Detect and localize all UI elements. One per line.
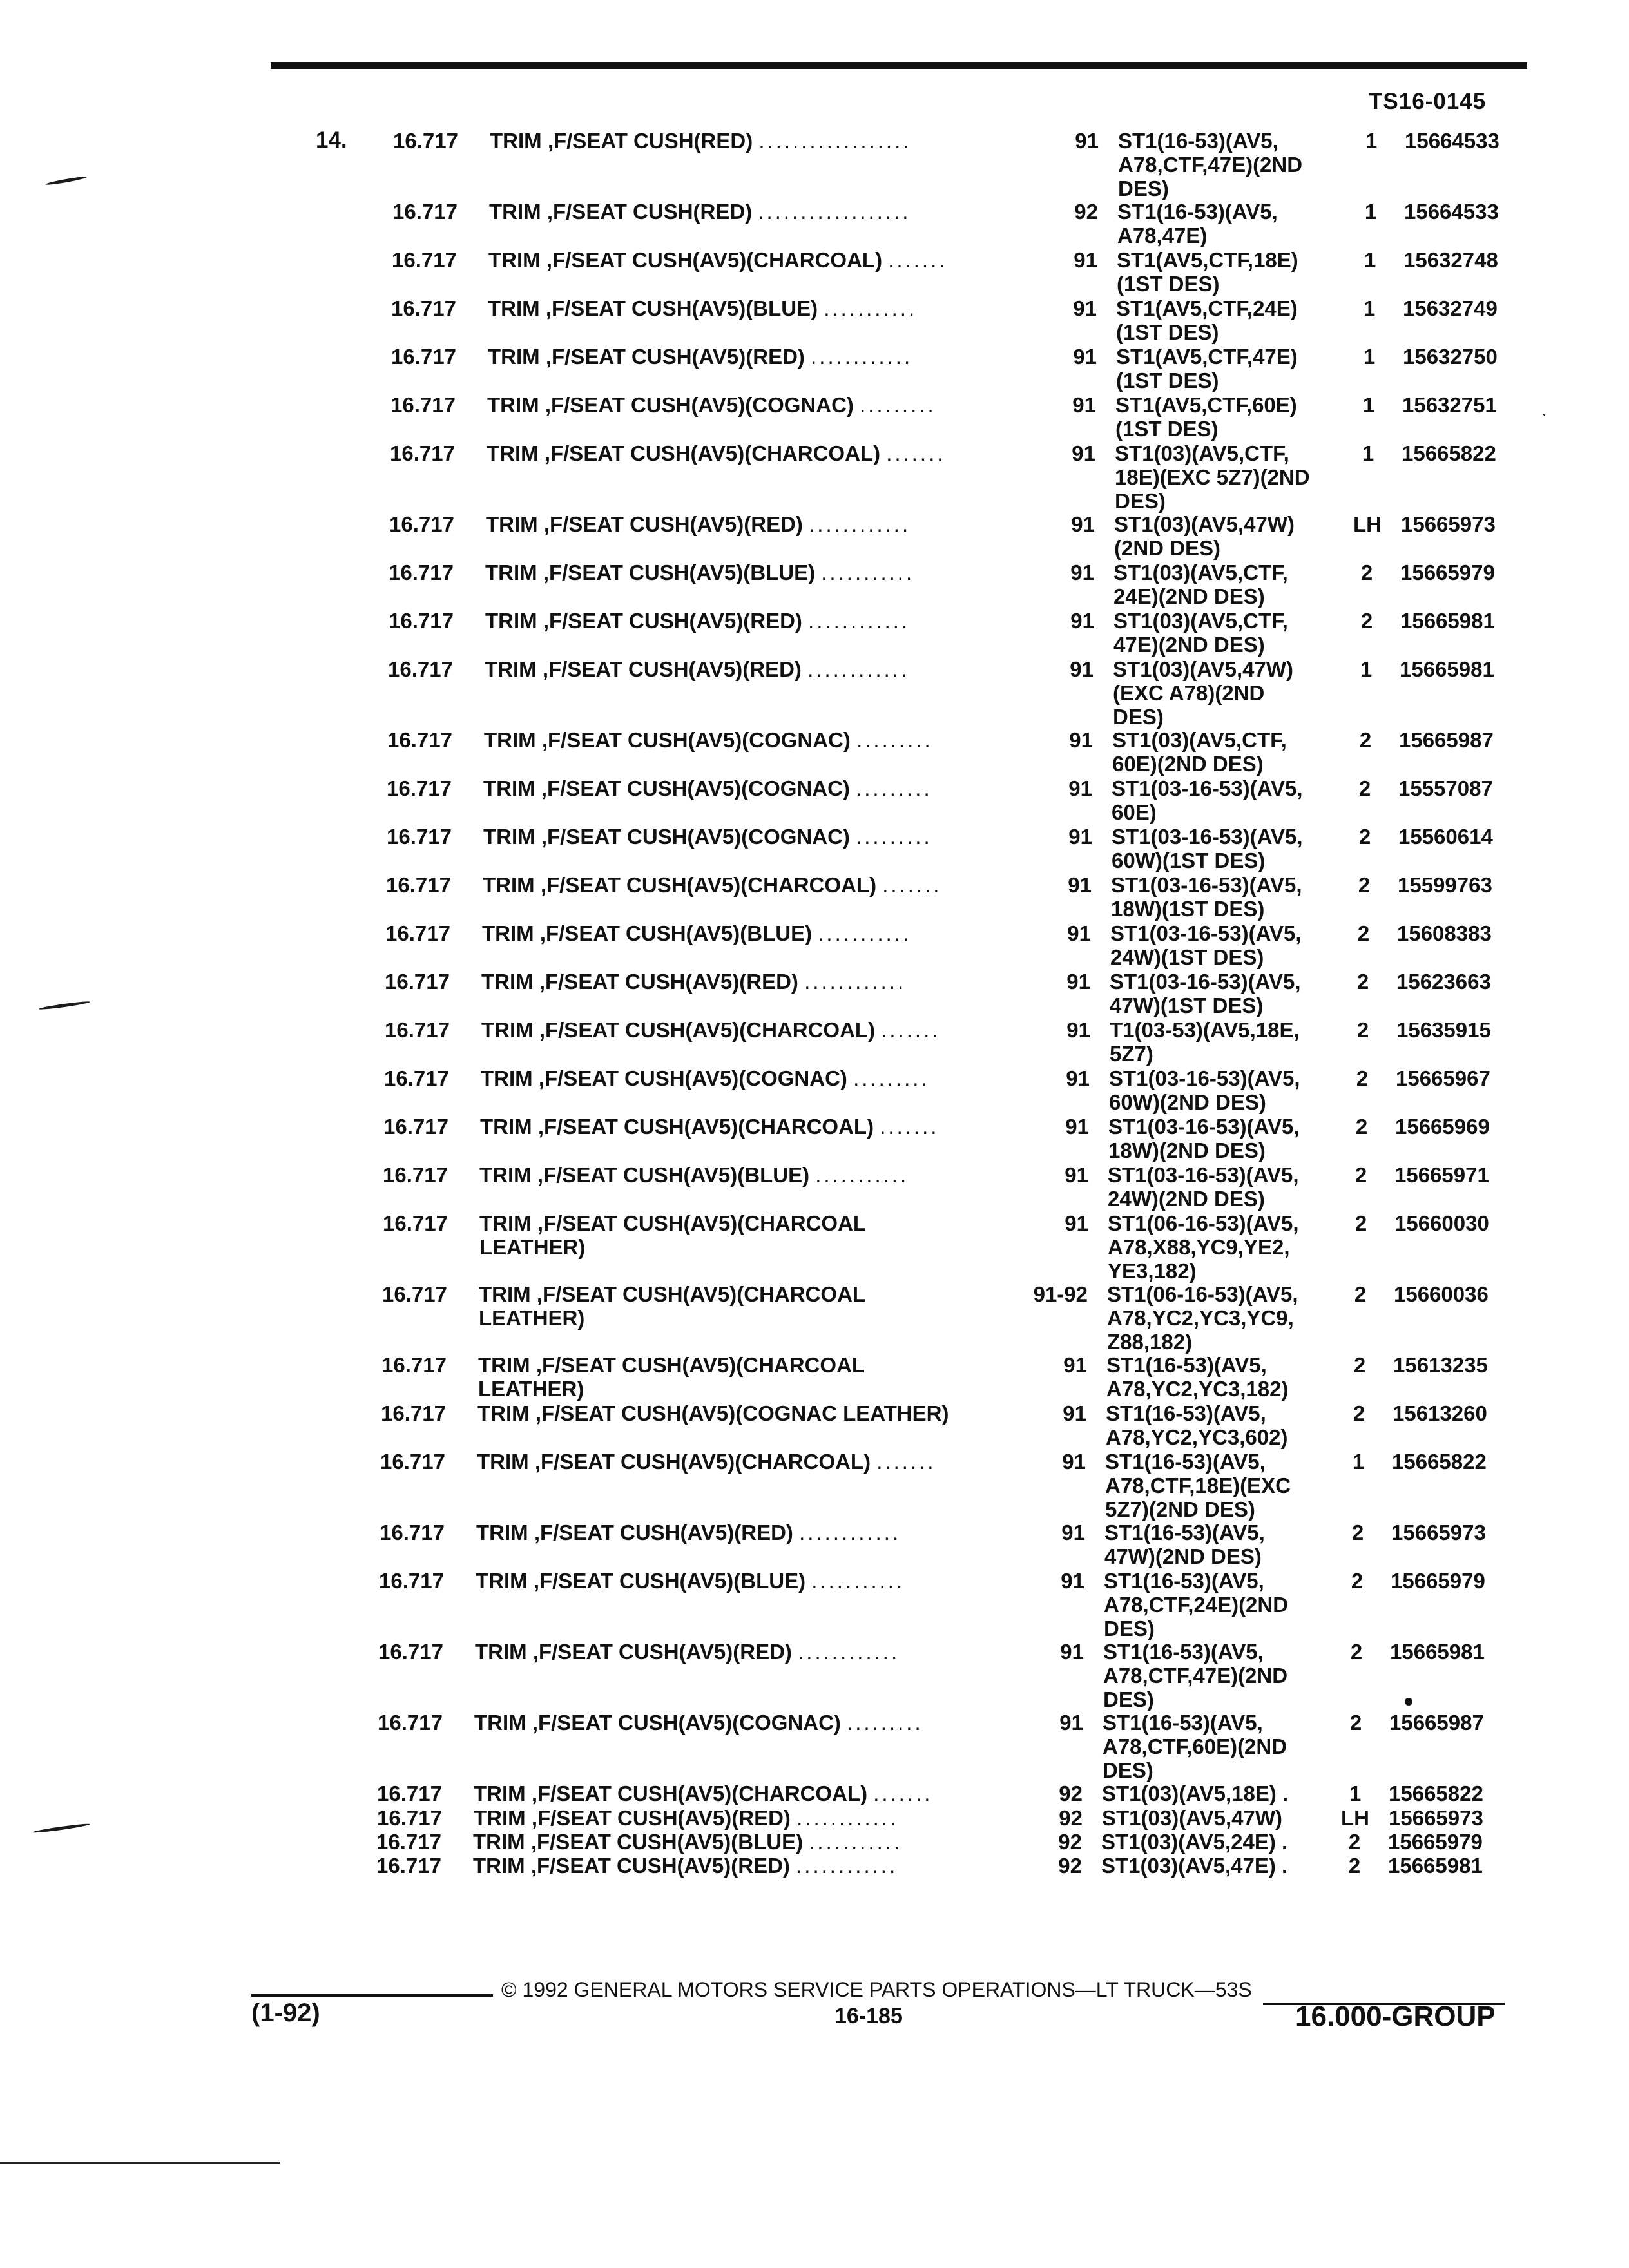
part-description — [480, 1115, 1073, 1139]
application-code: ST1(06-16-53)(AV5, A78,YC2,YC3,YC9, Z88,182) — [1107, 1282, 1298, 1354]
copyright-notice: © 1992 GENERAL MOTORS SERVICE PARTS OPERATIONS—LT TRUCK—53S — [501, 1978, 1252, 2001]
description-text: TRIM ,F/SEAT CUSH(AV5)(RED) — [486, 512, 803, 536]
description-text: TRIM ,F/SEAT CUSH(AV5)(COGNAC) — [481, 1066, 847, 1090]
quantity: 2 — [1358, 825, 1371, 849]
quantity: 1 — [1363, 296, 1376, 320]
quantity: 1 — [1360, 657, 1373, 681]
leader-dots: ......... — [856, 728, 933, 752]
leader-dots: ........... — [818, 921, 912, 945]
part-description — [481, 1018, 1074, 1042]
part-description — [487, 441, 1079, 465]
part-number: 15613235 — [1393, 1353, 1488, 1377]
part-description — [475, 1640, 1068, 1664]
leader-dots: ............ — [796, 1854, 898, 1878]
part-description — [479, 1211, 1072, 1259]
description-text: TRIM ,F/SEAT CUSH(AV5)(CHARCOAL — [479, 1282, 866, 1306]
model-year: 91 — [1060, 1640, 1084, 1664]
quantity: LH — [1341, 1806, 1369, 1830]
group-code: 16.717 — [386, 873, 451, 897]
part-number: 15665967 — [1396, 1066, 1490, 1090]
model-year: 91 — [1070, 561, 1094, 584]
description-text: TRIM ,F/SEAT CUSH(AV5)(RED) — [474, 1806, 791, 1830]
group-code: 16.717 — [383, 1163, 448, 1187]
application-code: ST1(AV5,CTF,24E) (1ST DES) — [1116, 296, 1298, 344]
quantity: 2 — [1350, 1640, 1363, 1664]
model-year: 91 — [1068, 873, 1092, 897]
item-number: 14. — [316, 128, 347, 153]
description-text: TRIM ,F/SEAT CUSH(AV5)(BLUE) — [476, 1569, 806, 1593]
application-code: ST1(03-16-53)(AV5, 24W)(2ND DES) — [1108, 1163, 1299, 1211]
group-code: 16.717 — [393, 129, 458, 153]
quantity: 2 — [1353, 1353, 1366, 1377]
quantity: 2 — [1351, 1521, 1364, 1544]
application-code: ST1(03)(AV5,24E) . — [1101, 1830, 1288, 1854]
model-year: 91 — [1069, 728, 1093, 752]
leader-dots: ....... — [880, 1115, 940, 1139]
description-continuation: LEATHER) — [478, 1377, 584, 1401]
model-year: 91 — [1063, 1353, 1087, 1377]
quantity: 2 — [1356, 970, 1369, 994]
part-description — [483, 873, 1075, 897]
leader-dots: ....... — [876, 1450, 936, 1474]
model-year: 91 — [1061, 1569, 1084, 1593]
application-code: T1(03-53)(AV5,18E, 5Z7) — [1110, 1018, 1300, 1066]
description-text: TRIM ,F/SEAT CUSH(AV5)(COGNAC LEATHER) — [477, 1401, 949, 1425]
application-code: ST1(03)(AV5,47E) . — [1101, 1854, 1288, 1878]
application-code: ST1(03)(AV5,CTF, 18E)(EXC 5Z7)(2ND DES) — [1115, 441, 1310, 513]
group-code: 16.717 — [385, 1018, 450, 1042]
description-text: TRIM ,F/SEAT CUSH(AV5)(BLUE) — [482, 921, 813, 945]
leader-dots: ............ — [808, 609, 911, 633]
part-number: 15635915 — [1396, 1018, 1491, 1042]
part-number: 15665981 — [1390, 1640, 1485, 1664]
group-code: 16.717 — [381, 1353, 447, 1377]
model-year: 91 — [1066, 1018, 1090, 1042]
model-year: 91 — [1073, 296, 1097, 320]
quantity: 2 — [1358, 873, 1371, 897]
model-year: 91 — [1063, 1401, 1086, 1425]
footer-rule-left — [251, 1994, 493, 1997]
leader-dots: ......... — [853, 1066, 930, 1090]
model-year: 91 — [1068, 825, 1092, 849]
application-code: ST1(03-16-53)(AV5, 60W)(2ND DES) — [1109, 1066, 1300, 1114]
application-code: ST1(03)(AV5,CTF, 24E)(2ND DES) — [1113, 561, 1288, 608]
part-number: 15665981 — [1400, 609, 1495, 633]
part-number: 15632751 — [1402, 393, 1497, 417]
model-year: 91 — [1072, 393, 1096, 417]
model-year: 91 — [1061, 1521, 1085, 1544]
leader-dots: ......... — [856, 776, 932, 800]
quantity: 2 — [1348, 1854, 1361, 1878]
part-number: 15608383 — [1397, 921, 1492, 945]
leader-dots: ............ — [811, 345, 913, 369]
model-year: 91 — [1067, 921, 1091, 945]
model-year: 91 — [1070, 657, 1094, 681]
part-number: 15665822 — [1392, 1450, 1487, 1474]
description-text: TRIM ,F/SEAT CUSH(AV5)(RED) — [488, 345, 805, 369]
group-code: 16.717 — [390, 393, 456, 417]
leader-dots: ......... — [847, 1711, 923, 1735]
model-year: 91 — [1070, 609, 1094, 633]
description-text: TRIM ,F/SEAT CUSH(AV5)(BLUE) — [488, 296, 818, 320]
model-year: 91 — [1062, 1450, 1086, 1474]
part-description — [489, 200, 1082, 224]
application-code: ST1(03)(AV5,47W) (EXC A78)(2ND DES) — [1113, 657, 1293, 729]
model-year: 91 — [1074, 248, 1097, 272]
group-code: 16.717 — [379, 1569, 444, 1593]
model-year: 91 — [1065, 1115, 1089, 1139]
model-year: 91 — [1075, 129, 1099, 153]
leader-dots: ........... — [815, 1163, 909, 1187]
part-number: 15664533 — [1405, 129, 1499, 153]
model-year: 91 — [1065, 1163, 1088, 1187]
model-year: 91 — [1065, 1211, 1088, 1235]
description-text: TRIM ,F/SEAT CUSH(AV5)(RED) — [475, 1640, 792, 1664]
part-number: 15665979 — [1391, 1569, 1485, 1593]
leader-dots: ....... — [886, 441, 946, 465]
leader-dots: .................. — [758, 200, 911, 224]
quantity: 2 — [1359, 728, 1372, 752]
model-year: 92 — [1058, 1854, 1082, 1878]
group-code: 16.717 — [378, 1711, 443, 1735]
description-text: TRIM ,F/SEAT CUSH(AV5)(CHARCOAL) — [483, 873, 877, 897]
part-number: 15632748 — [1403, 248, 1498, 272]
application-code: ST1(16-53)(AV5, 47W)(2ND DES) — [1104, 1521, 1265, 1568]
application-code: ST1(03)(AV5,CTF, 47E)(2ND DES) — [1113, 609, 1288, 657]
part-description — [473, 1854, 1066, 1878]
part-number: 15623663 — [1396, 970, 1491, 994]
application-code: ST1(16-53)(AV5, A78,CTF,24E)(2ND DES) — [1104, 1569, 1289, 1640]
group-code: 16.717 — [387, 776, 452, 800]
group-code: 16.717 — [376, 1830, 441, 1854]
leader-dots: ............ — [799, 1521, 901, 1544]
part-number: 15665981 — [1400, 657, 1494, 681]
part-description — [481, 1066, 1074, 1090]
part-description — [485, 657, 1077, 681]
part-number: 15665969 — [1395, 1115, 1490, 1139]
application-code: ST1(03-16-53)(AV5, 24W)(1ST DES) — [1110, 921, 1302, 969]
part-description — [476, 1521, 1069, 1544]
quantity: 1 — [1349, 1782, 1362, 1805]
group-code: 16.717 — [388, 657, 453, 681]
group-code: 16.717 — [389, 561, 454, 584]
application-code: ST1(03-16-53)(AV5, 47W)(1ST DES) — [1110, 970, 1301, 1017]
group-code: 16.717 — [392, 200, 458, 224]
application-code: ST1(03)(AV5,CTF, 60E)(2ND DES) — [1112, 728, 1287, 776]
group-code: 16.717 — [390, 441, 455, 465]
description-text: TRIM ,F/SEAT CUSH(AV5)(RED) — [476, 1521, 793, 1544]
scan-speck: ⸼ — [1543, 400, 1547, 416]
application-code: ST1(16-53)(AV5, A78,CTF,18E)(EXC 5Z7)(2ND DES) — [1105, 1450, 1291, 1521]
group-code: 16.717 — [385, 921, 450, 945]
part-number: 15665973 — [1391, 1521, 1486, 1544]
description-text: TRIM ,F/SEAT CUSH(AV5)(CHARCOAL) — [481, 1018, 876, 1042]
model-year: 91 — [1066, 1066, 1090, 1090]
quantity: 2 — [1353, 1401, 1365, 1425]
quantity: 2 — [1356, 1018, 1369, 1042]
quantity: 1 — [1364, 200, 1377, 224]
group-code: 16.717 — [380, 1450, 445, 1474]
part-number: 15632749 — [1403, 296, 1498, 320]
part-description — [481, 970, 1074, 994]
quantity: 2 — [1360, 561, 1373, 584]
part-number: 15665973 — [1389, 1806, 1483, 1830]
leader-dots: ............ — [798, 1640, 900, 1664]
description-text: TRIM ,F/SEAT CUSH(AV5)(CHARCOAL) — [480, 1115, 874, 1139]
group-code: 16.717 — [383, 1211, 448, 1235]
description-text: TRIM ,F/SEAT CUSH(RED) — [489, 200, 753, 224]
part-description — [485, 609, 1078, 633]
model-year: 91 — [1071, 512, 1095, 536]
application-code: ST1(16-53)(AV5, A78,YC2,YC3,182) — [1106, 1353, 1289, 1401]
application-code: ST1(16-53)(AV5, A78,CTF,60E)(2ND DES) — [1103, 1711, 1287, 1782]
description-text: TRIM ,F/SEAT CUSH(AV5)(CHARCOAL) — [488, 248, 883, 272]
application-code: ST1(03-16-53)(AV5, 60E) — [1112, 776, 1303, 824]
leader-dots: ........... — [821, 561, 915, 584]
description-text: TRIM ,F/SEAT CUSH(AV5)(RED) — [481, 970, 798, 994]
leader-dots: ............ — [804, 970, 907, 994]
leader-dots: ........... — [809, 1830, 903, 1854]
quantity: 1 — [1352, 1450, 1365, 1474]
quantity: 1 — [1363, 345, 1376, 369]
description-text: TRIM ,F/SEAT CUSH(AV5)(COGNAC) — [483, 776, 850, 800]
part-number: 15664533 — [1404, 200, 1499, 224]
group-code: 16.717 — [391, 345, 456, 369]
page-number: 16-185 — [834, 2004, 903, 2028]
quantity: 2 — [1349, 1711, 1362, 1735]
part-description — [476, 1569, 1068, 1593]
model-year: 92 — [1059, 1782, 1083, 1805]
description-text: TRIM ,F/SEAT CUSH(AV5)(RED) — [473, 1854, 790, 1878]
part-number: 15660036 — [1394, 1282, 1489, 1306]
part-number: 15599763 — [1398, 873, 1492, 897]
leader-dots: ......... — [856, 825, 932, 849]
application-code: ST1(03)(AV5,47W) (2ND DES) — [1114, 512, 1295, 560]
group-code: 16.717 — [381, 1401, 446, 1425]
group-code: 16.717 — [387, 825, 452, 849]
bottom-rule — [0, 2162, 280, 2164]
description-text: TRIM ,F/SEAT CUSH(AV5)(COGNAC) — [483, 825, 850, 849]
group-code: 16.717 — [389, 609, 454, 633]
leader-dots: ....... — [882, 873, 942, 897]
quantity: 2 — [1360, 609, 1373, 633]
part-description — [478, 1353, 1071, 1401]
group-code: 16.717 — [385, 970, 450, 994]
application-code: ST1(03)(AV5,18E) . — [1102, 1782, 1289, 1805]
group-code: 16.717 — [382, 1282, 447, 1306]
part-number: 15660030 — [1394, 1211, 1489, 1235]
application-code: ST1(AV5,CTF,60E) (1ST DES) — [1115, 393, 1297, 441]
part-description — [483, 825, 1076, 849]
description-text: TRIM ,F/SEAT CUSH(RED) — [490, 129, 753, 153]
part-description — [474, 1782, 1066, 1805]
quantity: 2 — [1354, 1282, 1367, 1306]
model-year: 92 — [1058, 1830, 1082, 1854]
application-code: ST1(03-16-53)(AV5, 18W)(1ST DES) — [1111, 873, 1302, 921]
part-number: 15665822 — [1402, 441, 1496, 465]
leader-dots: ....... — [888, 248, 948, 272]
model-year: 91 — [1059, 1711, 1083, 1735]
part-number: 15665979 — [1400, 561, 1495, 584]
part-description — [488, 296, 1081, 320]
part-description — [479, 1163, 1072, 1187]
part-description — [477, 1450, 1070, 1474]
group-code: 16.717 — [389, 512, 454, 536]
part-description — [484, 728, 1077, 752]
application-code: ST1(03)(AV5,47W) — [1102, 1806, 1282, 1830]
quantity: 2 — [1354, 1211, 1367, 1235]
group-code: 16.717 — [383, 1115, 448, 1139]
group-code: 16.717 — [377, 1806, 442, 1830]
group-code: 16.717 — [378, 1640, 443, 1664]
part-description — [486, 512, 1079, 536]
description-text: TRIM ,F/SEAT CUSH(AV5)(BLUE) — [473, 1830, 804, 1854]
description-text: TRIM ,F/SEAT CUSH(AV5)(RED) — [485, 609, 802, 633]
application-code: ST1(16-53)(AV5, A78,47E) — [1117, 200, 1278, 247]
part-number: 15665822 — [1389, 1782, 1483, 1805]
quantity: 1 — [1364, 248, 1376, 272]
part-number: 15557087 — [1398, 776, 1493, 800]
leader-dots: ........... — [811, 1569, 905, 1593]
group-title: 16.000-GROUP — [1295, 2001, 1496, 2032]
group-code: 16.717 — [380, 1521, 445, 1544]
quantity: LH — [1353, 512, 1382, 536]
group-code: 16.717 — [391, 296, 456, 320]
application-code: ST1(03-16-53)(AV5, 18W)(2ND DES) — [1108, 1115, 1300, 1162]
model-year: 91 — [1066, 970, 1090, 994]
application-code: ST1(AV5,CTF,18E) (1ST DES) — [1117, 248, 1298, 296]
description-text: TRIM ,F/SEAT CUSH(AV5)(BLUE) — [479, 1163, 810, 1187]
part-number: 15560614 — [1398, 825, 1493, 849]
description-continuation: LEATHER) — [479, 1235, 586, 1259]
part-description — [477, 1401, 1070, 1425]
model-year: 91 — [1073, 345, 1097, 369]
leader-dots: ............ — [809, 512, 911, 536]
model-year: 91-92 — [1033, 1282, 1088, 1306]
application-code: ST1(03-16-53)(AV5, 60W)(1ST DES) — [1112, 825, 1303, 872]
leader-dots: ............ — [807, 657, 910, 681]
description-text: TRIM ,F/SEAT CUSH(AV5)(BLUE) — [485, 561, 816, 584]
description-text: TRIM ,F/SEAT CUSH(AV5)(COGNAC) — [484, 728, 851, 752]
footer-date: (1-92) — [251, 1999, 320, 2027]
quantity: 2 — [1356, 1066, 1369, 1090]
quantity: 1 — [1365, 129, 1378, 153]
part-description — [487, 393, 1080, 417]
part-number: 15665973 — [1401, 512, 1496, 536]
part-description — [488, 345, 1081, 369]
model-year: 91 — [1072, 441, 1095, 465]
description-text: TRIM ,F/SEAT CUSH(AV5)(CHARCOAL — [479, 1211, 867, 1235]
model-year: 92 — [1074, 200, 1098, 224]
description-continuation: LEATHER) — [479, 1306, 585, 1330]
quantity: 1 — [1362, 393, 1375, 417]
quantity: 2 — [1354, 1163, 1367, 1187]
part-description — [490, 129, 1083, 153]
group-code: 16.717 — [377, 1782, 442, 1805]
application-code: ST1(16-53)(AV5, A78,YC2,YC3,602) — [1106, 1401, 1288, 1449]
application-code: ST1(AV5,CTF,47E) (1ST DES) — [1116, 345, 1298, 392]
part-number: 15665971 — [1394, 1163, 1489, 1187]
group-code: 16.717 — [384, 1066, 449, 1090]
description-text: TRIM ,F/SEAT CUSH(AV5)(CHARCOAL — [478, 1353, 865, 1377]
leader-dots: ....... — [873, 1782, 933, 1805]
part-number: 15665987 — [1399, 728, 1494, 752]
quantity: 2 — [1357, 921, 1370, 945]
description-text: TRIM ,F/SEAT CUSH(AV5)(COGNAC) — [487, 393, 854, 417]
description-text: TRIM ,F/SEAT CUSH(AV5)(CHARCOAL) — [477, 1450, 871, 1474]
part-description — [474, 1711, 1067, 1735]
part-description — [474, 1806, 1066, 1830]
part-number: 15613260 — [1393, 1401, 1487, 1425]
part-description — [483, 776, 1076, 800]
application-code: ST1(06-16-53)(AV5, A78,X88,YC9,YE2, YE3,182) — [1108, 1211, 1299, 1283]
description-text: TRIM ,F/SEAT CUSH(AV5)(COGNAC) — [474, 1711, 841, 1735]
quantity: 2 — [1355, 1115, 1368, 1139]
group-code: 16.717 — [376, 1854, 441, 1878]
quantity: 2 — [1351, 1569, 1364, 1593]
leader-dots: .................. — [758, 129, 912, 153]
part-number: 15665979 — [1388, 1830, 1483, 1854]
part-number: 15665987 — [1389, 1711, 1484, 1735]
leader-dots: ....... — [881, 1018, 941, 1042]
part-description — [485, 561, 1078, 584]
part-description — [473, 1830, 1066, 1854]
leader-dots: ........... — [824, 296, 918, 320]
application-code: ST1(16-53)(AV5, A78,CTF,47E)(2ND DES) — [1103, 1640, 1288, 1711]
group-code: 16.717 — [387, 728, 452, 752]
description-text: TRIM ,F/SEAT CUSH(AV5)(CHARCOAL) — [474, 1782, 868, 1805]
reference-code: TS16-0145 — [1369, 89, 1487, 114]
application-code: ST1(16-53)(AV5, A78,CTF,47E)(2ND DES) — [1118, 129, 1303, 200]
part-description — [479, 1282, 1072, 1330]
description-text: TRIM ,F/SEAT CUSH(AV5)(RED) — [485, 657, 802, 681]
model-year: 92 — [1059, 1806, 1083, 1830]
quantity: 2 — [1348, 1830, 1361, 1854]
quantity: 1 — [1362, 441, 1374, 465]
part-number: 15665981 — [1388, 1854, 1483, 1878]
description-text: TRIM ,F/SEAT CUSH(AV5)(CHARCOAL) — [487, 441, 881, 465]
group-code: 16.717 — [392, 248, 457, 272]
model-year: 91 — [1068, 776, 1092, 800]
quantity: 2 — [1358, 776, 1371, 800]
leader-dots: ......... — [860, 393, 936, 417]
leader-dots: ............ — [796, 1806, 899, 1830]
part-description — [488, 248, 1081, 272]
part-number: 15632750 — [1403, 345, 1498, 369]
part-description — [482, 921, 1075, 945]
